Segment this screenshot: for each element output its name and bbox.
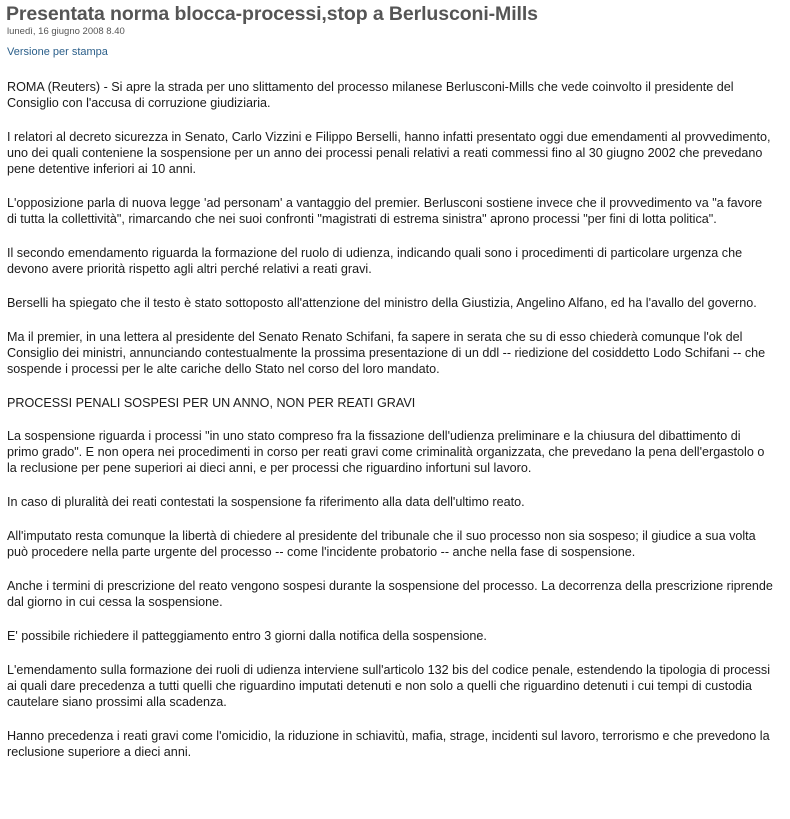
print-version-link[interactable]: Versione per stampa xyxy=(7,46,108,58)
article-date: lunedì, 16 giugno 2008 8.40 xyxy=(7,26,125,37)
article-paragraph: Berselli ha spiegato che il testo è stato sottoposto all'attenzione del ministro della Giustizia, Angelino Alfano, ed ha l'avallo del governo. xyxy=(7,296,757,310)
article-paragraph: E' possibile richiedere il patteggiamento entro 3 giorni dalla notifica della sospensione. xyxy=(7,629,487,643)
article-paragraph: Ma il premier, in una lettera al presidente del Senato Renato Schifani, fa sapere in serata che su di esso chiederà comunque l'ok del Consiglio dei ministri, annunciando contestualmente la prossima presentazione di un ddl -- riedizione del cosiddetto Lodo Schifani -- che sospende i processi per le alte cariche dello Stato nel corso del loro mandato. xyxy=(7,330,766,376)
article-paragraph: Il secondo emendamento riguarda la formazione del ruolo di udienza, indicando quali sono i procedimenti di particolare urgenza che devono avere priorità rispetto agli altri perché relativi a reati gravi. xyxy=(7,246,743,276)
article-paragraph: In caso di pluralità dei reati contestati la sospensione fa riferimento alla data dell'ultimo reato. xyxy=(7,495,525,509)
article-paragraph: L'opposizione parla di nuova legge 'ad personam' a vantaggio del premier. Berlusconi sostiene invece che il provvedimento va "a favore di tutta la collettività", rimarcando che nei suoi confronti "magistrati di estrema sinistra" aprono processi "per fini di lotta politica". xyxy=(7,196,763,226)
article-paragraph: All'imputato resta comunque la libertà di chiedere al presidente del tribunale che il suo processo non sia sospeso; il giudice a sua volta può procedere nella parte urgente del processo -- come l'incidente probatorio -- anche nella fase di sospensione. xyxy=(7,529,756,559)
article-body xyxy=(7,79,775,778)
article-paragraph: ROMA (Reuters) - Si apre la strada per uno slittamento del processo milanese Berlusconi-Mills che vede coinvolto il presidente del Consiglio con l'accusa di corruzione giudiziaria. xyxy=(7,80,734,110)
article-paragraph: Anche i termini di prescrizione del reato vengono sospesi durante la sospensione del processo. La decorrenza della prescrizione riprende dal giorno in cui cessa la sospensione. xyxy=(7,579,773,609)
article-title: Presentata norma blocca-processi,stop a Berlusconi-Mills xyxy=(6,3,538,25)
article-paragraph: I relatori al decreto sicurezza in Senato, Carlo Vizzini e Filippo Berselli, hanno infatti presentato oggi due emendamenti al provvedimento, uno dei quali conteniene la sospensione per un anno dei processi penali relativi a reati commessi fino al 30 giugno 2002 che prevedano pene detentive inferiori ai 10 anni. xyxy=(7,130,771,176)
article-paragraph: Hanno precedenza i reati gravi come l'omicidio, la riduzione in schiavitù, mafia, strage, incidenti sul lavoro, terrorismo e che prevedono la reclusione superiore a dieci anni. xyxy=(7,729,770,759)
article-subheading: PROCESSI PENALI SOSPESI PER UN ANNO, NON PER REATI GRAVI xyxy=(7,396,416,410)
article-paragraph: La sospensione riguarda i processi "in uno stato compreso fra la fissazione dell'udienza preliminare e la chiusura del dibattimento di primo grado". E non opera nei procedimenti in corso per reati gravi come criminalità organizzata, che prevedano la pena dell'ergastolo o la reclusione per pene superiori ai dieci anni, e per processi che riguardino infortuni sul lavoro. xyxy=(7,429,765,475)
article-paragraph: L'emendamento sulla formazione dei ruoli di udienza interviene sull'articolo 132 bis del codice penale, estendendo la tipologia di processi ai quali dare precedenza a tutti quelli che riguardino imputati detenuti e non solo a quelli che riguardino detenuti i cui tempi di custodia cautelare siano prossimi alla scadenza. xyxy=(7,663,771,709)
